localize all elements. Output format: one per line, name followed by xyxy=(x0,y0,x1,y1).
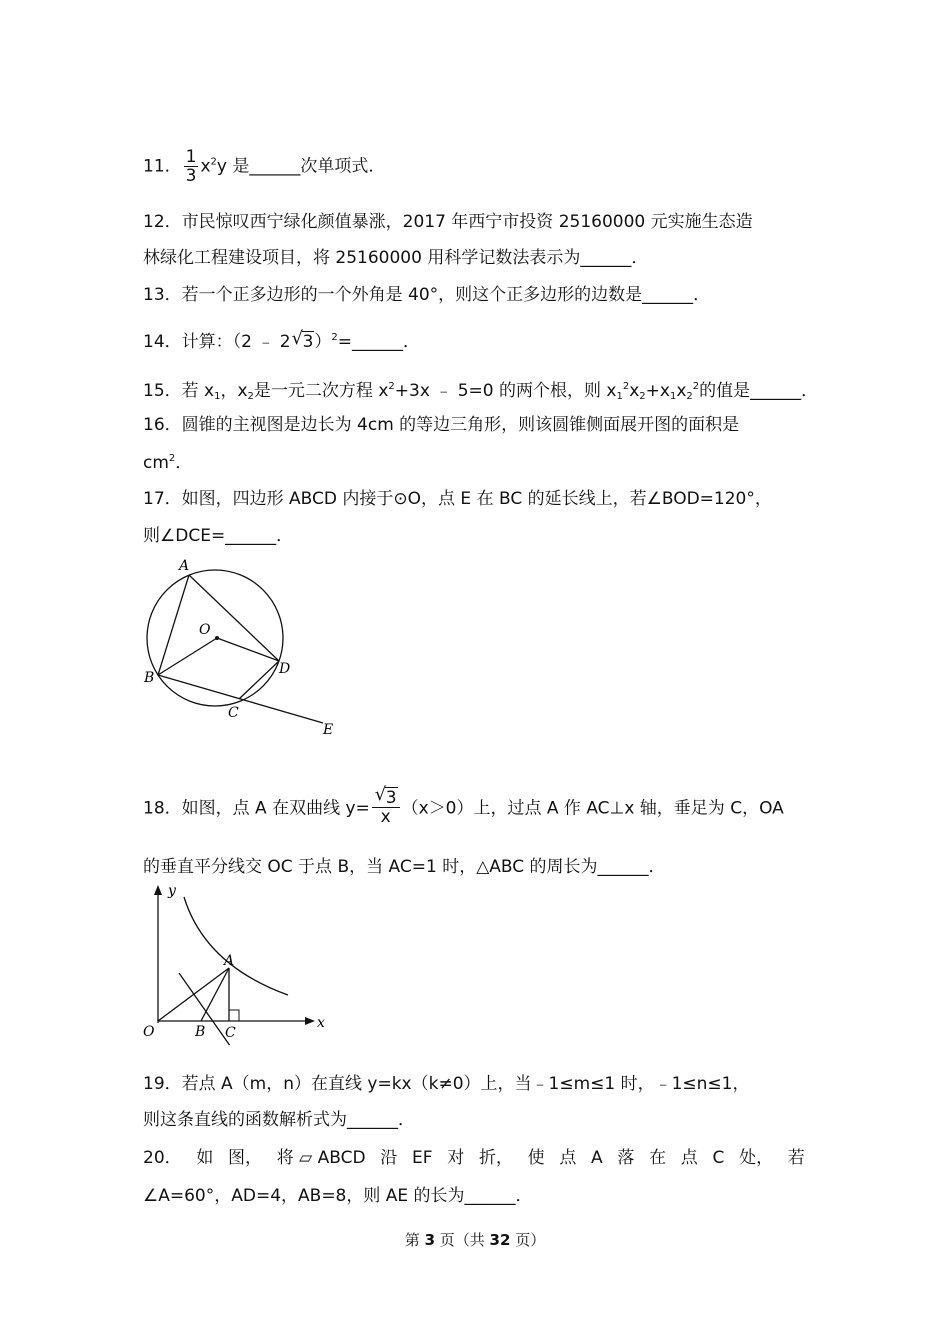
fraction: $\frac{1}{3}$ xyxy=(185,147,197,186)
question-19-line-2: 则这条直线的函数解析式为______． xyxy=(143,1110,415,1130)
question-20-line-1: 20． 如 图， 将 ▱ ABCD 沿 EF 对 折， 使 点 A 落 在 点 C 处， 若 xyxy=(143,1148,805,1168)
label-c: C xyxy=(228,705,239,721)
question-15: 15．若 $x_1$，$x_2$是一元二次方程 $x^2+3x$ ﹣ 5=0 的两个根，则 $x_1^2x_2+x_1x_2^2$的值是______． xyxy=(143,381,819,402)
question-13: 13．若一个正多边形的一个外角是 40°，则这个正多边形的边数是______． xyxy=(143,285,711,305)
question-19-line-1: 19．若点 A（m，n）在直线 y=kx（k≠0）上，当﹣1≤m≤1 时，﹣1≤n≤1， xyxy=(143,1074,750,1094)
page-total: 32 xyxy=(489,1231,511,1249)
question-11: 11． $\frac{1}{3}$ $x^2y$ 是______次单项式． xyxy=(143,147,386,186)
figure-18-hyperbola xyxy=(135,880,345,1045)
right-angle-mark xyxy=(229,1010,239,1021)
line-be xyxy=(158,675,323,723)
segment-dc xyxy=(239,661,279,699)
segment-od xyxy=(217,638,279,661)
label-b: B xyxy=(195,1024,206,1040)
question-16-line-1: 16．圆锥的主视图是边长为 4cm 的等边三角形，则该圆锥侧面展开图的面积是 xyxy=(143,415,740,435)
y-axis-arrow xyxy=(154,885,162,895)
sqrt: √ 3 xyxy=(292,330,315,354)
answer-blank: ______ xyxy=(249,156,301,177)
question-14: 14．计算：（2 ﹣ 2√ 3）$^2$=______． xyxy=(143,330,420,354)
label-x: x xyxy=(317,1015,325,1031)
question-20-line-2: ∠A=60°，AD=4，AB=8，则 AE 的长为______． xyxy=(143,1186,533,1206)
label-d: D xyxy=(279,661,291,677)
page-footer: 第 3 页（共 32 页） xyxy=(404,1231,546,1249)
question-16-line-2: $cm^2$． xyxy=(143,453,193,473)
page-number: 3 xyxy=(424,1231,435,1249)
label-y: y xyxy=(168,883,176,899)
label-o: O xyxy=(199,622,211,638)
center-point xyxy=(215,636,219,640)
question-12-line-2: 林绿化工程建设项目，将 25160000 用科学记数法表示为______． xyxy=(143,248,649,268)
question-18-line-2: 的垂直平分线交 OC 于点 B，当 AC=1 时，△ABC 的周长为______． xyxy=(143,857,666,877)
question-12-line-1: 12．市民惊叹西宁绿化颜值暴涨，2017 年西宁市投资 25160000 元实施生态造 xyxy=(143,212,753,232)
segment-ab xyxy=(158,575,189,675)
label-b: B xyxy=(144,670,155,686)
figure-17-circle-quadrilateral xyxy=(135,555,355,745)
question-17-line-1: 17．如图，四边形 ABCD 内接于⊙O，点 E 在 BC 的延长线上，若∠BOD=120°， xyxy=(143,489,772,509)
fraction: √ $\frac{3}{x}$ xyxy=(372,789,400,826)
sqrt: √ 3 xyxy=(375,789,398,807)
label-o: O xyxy=(143,1024,155,1040)
x-axis-arrow xyxy=(305,1017,315,1025)
question-17-line-2: 则∠DCE=______． xyxy=(143,526,294,546)
hyperbola-curve xyxy=(184,897,288,995)
segment-ab xyxy=(201,968,229,1021)
segment-ad xyxy=(189,575,279,661)
label-c: C xyxy=(225,1025,236,1041)
label-a: A xyxy=(224,953,235,969)
label-e: E xyxy=(323,722,334,738)
segment-ob xyxy=(158,638,217,675)
question-18-line-1: 18．如图，点 A 在双曲线 y= √ $\frac{3}{x}$ （x＞0）上，过点 A 作 AC⊥x 轴，垂足为 C，OA xyxy=(143,791,784,826)
label-a: A xyxy=(179,558,190,574)
